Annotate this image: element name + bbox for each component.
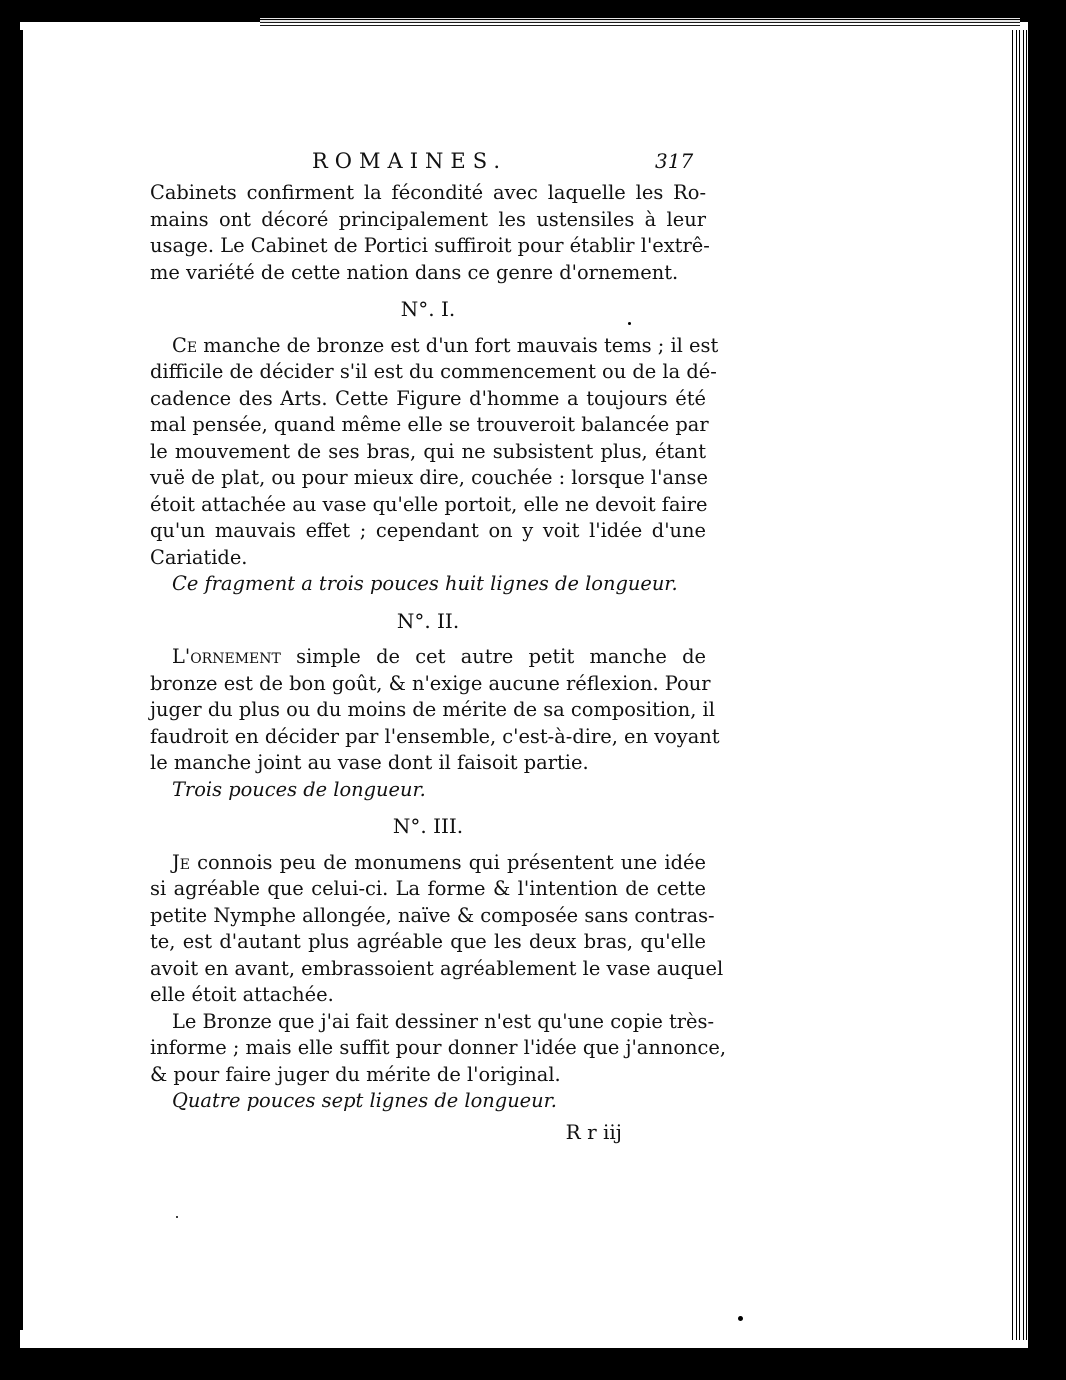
text-line: Cabinets confirment la fécondité avec laquelle les Ro- [150, 181, 706, 204]
dimension-note: Quatre pouces sept lignes de longueur. [172, 1089, 557, 1112]
text-run: simple de cet autre petit manche de [280, 645, 706, 668]
page-edge-right [1010, 30, 1028, 1340]
lead-word: Je [172, 850, 190, 874]
text-line: cadence des Arts. Cette Figure d'homme a toujours été [150, 386, 706, 410]
dimension-note: Trois pouces de longueur. [172, 777, 426, 801]
text-line: qu'un mauvais effet ; cependant on y voit l'idée d'une [150, 519, 706, 542]
lead-word: L'ornement [172, 645, 281, 668]
section-3-paragraph [150, 850, 727, 1115]
text-block [150, 149, 727, 1145]
text-line: petite Nymphe allongée, naïve & composée sans contras- [150, 903, 715, 927]
text-line: Le Bronze que j'ai fait dessiner n'est qu'une copie très- [172, 1009, 715, 1033]
text-line: usage. Le Cabinet de Portici suffiroit pour établir l'extrê- [150, 234, 710, 257]
text-line: Cariatide. [150, 545, 248, 569]
text-line [150, 644, 706, 671]
text-line: si agréable que celui-ci. La forme & l'intention de cette [150, 877, 706, 900]
running-head: ROMAINES. [312, 149, 508, 173]
section-heading-1: N°. I. [400, 297, 456, 321]
speck [176, 1216, 178, 1218]
section-heading-3: N°. III. [392, 814, 464, 838]
intro-paragraph [150, 180, 710, 286]
text-run: connois peu de monumens qui présentent une idée [190, 850, 706, 874]
section-2-paragraph [150, 644, 720, 803]
text-line: bronze est de bon goût, & n'exige aucune réflexion. Pour [150, 671, 711, 695]
text-line [150, 850, 706, 877]
lead-word: Ce [172, 333, 198, 357]
text-line: le mouvement de ses bras, qui ne subsistent plus, étant [150, 439, 706, 463]
text-line: me variété de cette nation dans ce genre d'ornement. [150, 260, 679, 284]
text-line: le manche joint au vase dont il faisoit partie. [150, 751, 589, 774]
section-heading-2: N°. II. [396, 608, 460, 633]
text-line: & pour faire juger du mérite de l'original. [150, 1062, 561, 1086]
section-1-paragraph [150, 333, 719, 598]
text-line: difficile de décider s'il est du commencement ou de la dé- [150, 360, 717, 383]
text-line: informe ; mais elle suffit pour donner l'idée que j'annonce, [150, 1036, 727, 1059]
text-line: elle étoit attachée. [150, 983, 334, 1006]
page-edge-top [260, 18, 1020, 28]
text-line: mal pensée, quand même elle se trouveroit balancée par [150, 413, 709, 436]
signature-mark: R r iij [565, 1119, 622, 1144]
text-run: manche de bronze est d'un fort mauvais tems ; il est [197, 333, 719, 357]
page-header [150, 150, 706, 180]
page-number: 317 [655, 149, 694, 173]
text-line: te, est d'autant plus agréable que les deux bras, qu'elle [150, 930, 706, 953]
page-edge-left [20, 30, 23, 1330]
text-line: étoit attachée au vase qu'elle portoit, elle ne devoit faire [150, 492, 708, 516]
text-line: juger du plus ou du moins de mérite de sa composition, il [150, 698, 715, 721]
text-line: avoit en avant, embrassoient agréablement le vase auquel [150, 956, 724, 980]
text-line: vuë de plat, ou pour mieux dire, couchée : lorsque l'anse [150, 466, 708, 489]
text-line [150, 333, 719, 360]
dimension-note: Ce fragment a trois pouces huit lignes de longueur. [172, 572, 678, 595]
text-line: faudroit en décider par l'ensemble, c'est-à-dire, en voyant [150, 724, 720, 748]
text-line: mains ont décoré principalement les ustensiles à leur [150, 207, 706, 231]
speck [738, 1316, 743, 1321]
